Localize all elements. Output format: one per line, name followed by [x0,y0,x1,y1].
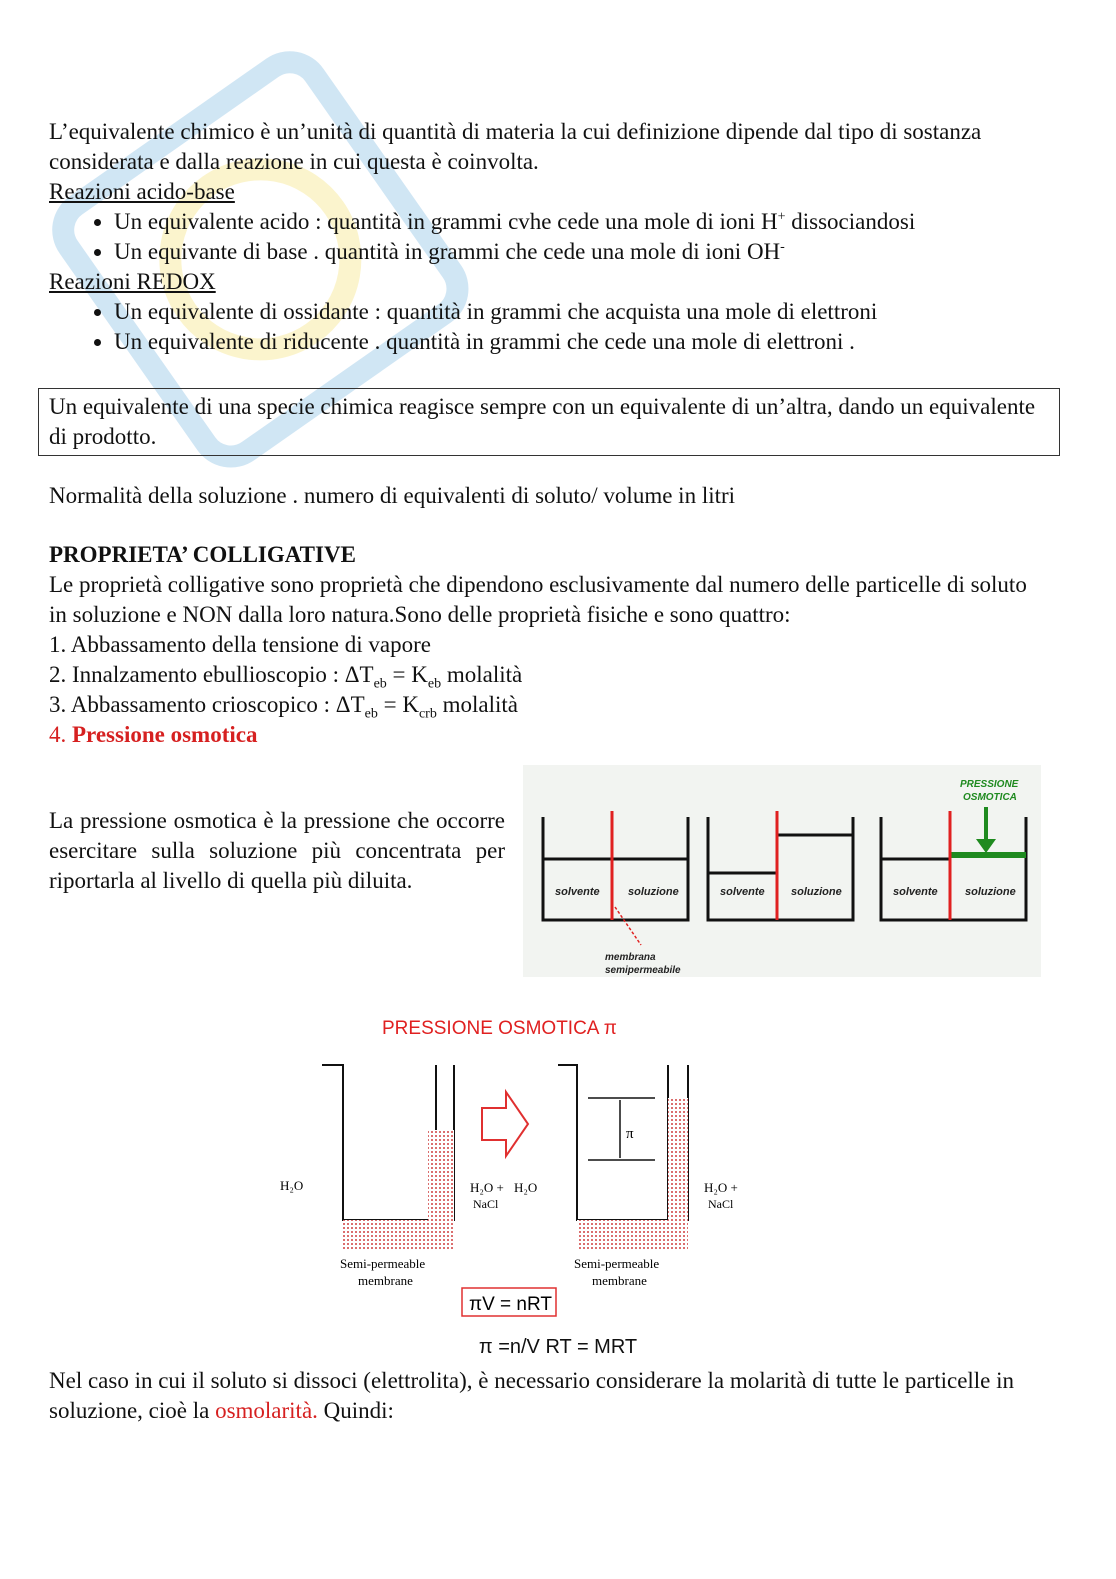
membrane-right-label-2: membrane [592,1273,647,1288]
list-item: • Un equivante di base . quantità in grammi che cede una mole di ioni OH- [114,237,1049,267]
list-item: • Un equivalente di riducente . quantità in grammi che cede una mole di elettroni . [114,327,1049,357]
intro-paragraph: L’equivalente chimico è un’unità di quantità di materia la cui definizione dipende dal tipo di sostanza considerata e dalla reazione in cui questa è coinvolta. [49,119,982,174]
solution-label: soluzione [628,886,679,898]
h2o-center-label: H₂O [514,1180,538,1195]
list-item: • Un equivalente di ossidante : quantità in grammi che acquista una mole di elettroni [114,297,1049,327]
osmotic-pressure-diagram [270,1010,770,1340]
arrow-right-icon [482,1092,528,1156]
acid-base-heading: Reazioni acido-base [49,179,235,204]
container-1 [543,817,688,920]
osmosis-containers-diagram [523,765,1041,977]
h2o-nacl-label: H₂O + [470,1180,504,1195]
nacl-right-label: NaCl [708,1197,734,1211]
container-3 [881,817,1026,920]
redox-list [49,297,1049,357]
colligative-section [49,540,1049,750]
membrane-label-1: Semi-permeable [340,1256,426,1271]
membrane-label-2: semipermeabile [605,965,681,976]
pressure-label-1: PRESSIONE [960,779,1019,790]
solution-label: soluzione [965,886,1016,898]
h2o-left-label: H₂O [280,1178,304,1193]
colligative-description: Le proprietà colligative sono proprietà che dipendono esclusivamente dal numero delle particelle di soluto in soluzione e NON dalla loro natura.Sono delle proprietà fisiche e sono quattro: [49,572,1027,627]
container-2 [708,817,853,920]
membrane-right-label-1: Semi-permeable [574,1256,660,1271]
solution-label: soluzione [791,886,842,898]
formula-pv-nrt: πV = nRT [469,1294,552,1315]
pi-label: π [626,1126,634,1142]
colligative-item-1: 1. Abbassamento della tensione di vapore [49,632,431,657]
h2o-nacl-right-label: H₂O + [704,1180,738,1195]
list-item: • Un equivalente acido : quantità in grammi cvhe cede una mole di ioni H+ dissociandosi [114,207,1049,237]
membrane-label-2: membrane [358,1273,413,1288]
solvent-label: solvente [893,886,938,898]
arrow-down-icon [976,839,996,853]
solvent-label: solvente [720,886,765,898]
nacl-label: NaCl [473,1197,499,1211]
normality-definition: Normalità della soluzione . numero di equivalenti di soluto/ volume in litri [49,483,736,508]
colligative-item-3: 3. Abbassamento crioscopico : $\Delta T_{eb} = K_{crb}$ molalità [49,692,518,722]
membrane-label-1: membrana [605,952,656,963]
colligative-item-2: 2. Innalzamento ebullioscopio : $\Delta T_{eb} = K_{eb}$ molalità [49,662,523,692]
section-title: PROPRIETA’ COLLIGATIVE [49,542,356,567]
closing-paragraph: Nel caso in cui il soluto si dissoci (elettrolita), è necessario considerare la molarità di tutte le particelle in soluzione, cioè la osmolarità. Quindi: [49,1368,1015,1423]
osmotic-pressure-definition: La pressione osmotica è la pressione che occorre esercitare sulla soluzione più concentrata per riportarla al livello di quella più diluita. [49,808,505,893]
acid-base-list [49,207,1049,267]
solvent-label: solvente [555,886,600,898]
diagram-title: PRESSIONE OSMOTICA π [382,1018,617,1039]
pressure-label-2: OSMOTICA [963,792,1017,803]
redox-heading: Reazioni REDOX [49,269,216,294]
osmotic-formula: π =n/V RT = MRT [478,1336,638,1358]
colligative-item-4: 4. Pressione osmotica [49,722,258,747]
equivalence-box: Un equivalente di una specie chimica reagisce sempre con un equivalente di un’altra, dando un equivalente di prodotto. [38,388,1060,456]
